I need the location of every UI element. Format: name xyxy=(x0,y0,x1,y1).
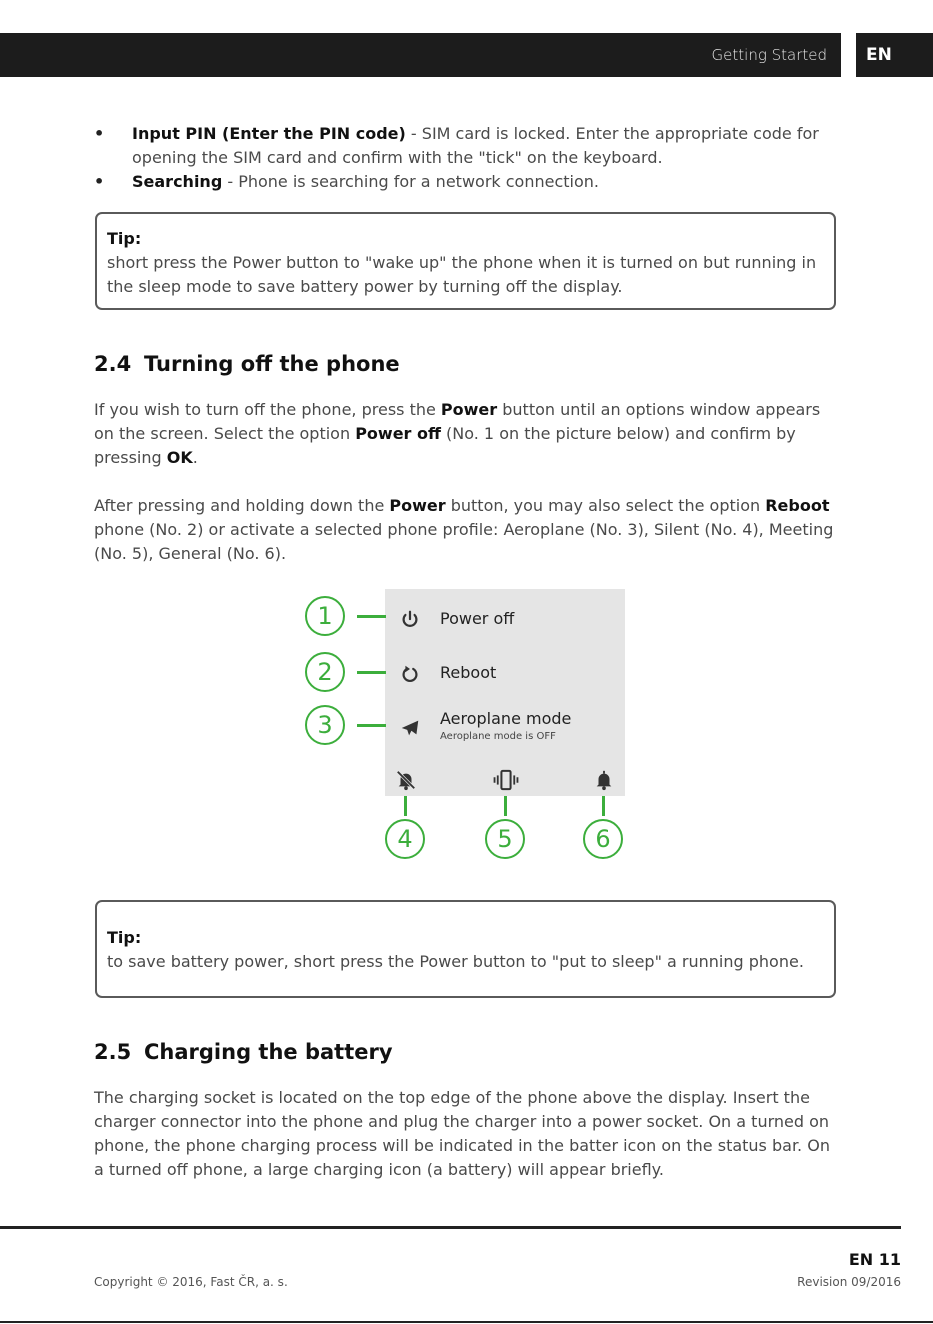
paragraph xyxy=(94,398,838,470)
header-bar xyxy=(0,33,841,77)
menu-item-label: Power off xyxy=(440,609,515,628)
list-item xyxy=(94,170,834,194)
status-bullet-list xyxy=(94,122,834,194)
callout-connector xyxy=(357,615,386,618)
text: (No. 1 on the picture below) and confirm by pressing xyxy=(94,424,796,467)
bold-term: OK xyxy=(166,448,193,467)
bullet-text: - Phone is searching for a network connection. xyxy=(222,172,599,191)
bullet-dot-icon: • xyxy=(94,172,105,191)
tip-title: Tip: xyxy=(107,928,142,947)
callout-connector xyxy=(602,796,605,816)
section-heading xyxy=(94,352,400,376)
callout-number: 1 xyxy=(305,596,345,636)
copyright-text: Copyright © 2016, Fast ČR, a. s. xyxy=(94,1275,288,1289)
bullet-term: Searching xyxy=(132,172,223,191)
callout-number: 3 xyxy=(305,705,345,745)
text: . xyxy=(192,448,198,467)
menu-item-label: Reboot xyxy=(440,663,497,682)
callout-connector xyxy=(404,796,407,816)
bullet-dot-icon: • xyxy=(94,124,105,143)
callout-number: 4 xyxy=(385,819,425,859)
bold-term: Power off xyxy=(355,424,441,443)
section-number: 2.5 xyxy=(94,1040,132,1064)
tip-title: Tip: xyxy=(107,229,142,248)
callout-number: 6 xyxy=(583,819,623,859)
bold-term: Power xyxy=(440,400,498,419)
bell-icon[interactable] xyxy=(593,769,615,791)
section-title: Turning off the phone xyxy=(144,352,400,376)
footer-divider xyxy=(0,1226,901,1229)
section-heading xyxy=(94,1040,393,1064)
text: button until an options window appears on the screen. Select the option xyxy=(94,400,821,443)
header-title: Getting Started xyxy=(711,46,827,64)
reboot-icon xyxy=(399,663,421,685)
tip-box xyxy=(95,900,836,998)
airplane-icon xyxy=(399,717,421,739)
menu-item-aeroplane-mode[interactable] xyxy=(385,707,625,755)
callout-connector xyxy=(357,724,386,727)
tip-text: short press the Power button to "wake up" the phone when it is turned on but running in the sleep mode to save battery power by turning off the display. xyxy=(107,253,817,296)
tip-box xyxy=(95,212,836,310)
callout-connector xyxy=(357,671,386,674)
section-title: Charging the battery xyxy=(144,1040,393,1064)
bold-term: Reboot xyxy=(765,496,830,515)
callout-number: 2 xyxy=(305,652,345,692)
revision-text: Revision 09/2016 xyxy=(797,1275,901,1289)
bullet-term: Input PIN (Enter the PIN code) xyxy=(132,124,406,143)
text: phone (No. 2) or activate a selected phone profile: Aeroplane (No. 3), Silent (No. 4), Meeting (No. 5), General (No. 6). xyxy=(94,520,834,563)
tip-text: to save battery power, short press the Power button to "put to sleep" a running phone. xyxy=(107,952,804,971)
text: button, you may also select the option xyxy=(445,496,766,515)
menu-item-power-off[interactable] xyxy=(385,601,625,641)
text: If you wish to turn off the phone, press the xyxy=(94,400,441,419)
section-number: 2.4 xyxy=(94,352,132,376)
power-icon xyxy=(399,609,421,631)
language-badge: EN xyxy=(856,33,933,77)
menu-item-sublabel: Aeroplane mode is OFF xyxy=(440,731,556,742)
paragraph: The charging socket is located on the top edge of the phone above the display. Insert the charger connector into the phone and plug the charger into a power socket. On a turned on phone, the phone charging process will be indicated in the batter icon on the status bar. On a turned off phone, a large charging icon (a battery) will appear briefly. xyxy=(94,1088,830,1179)
list-item xyxy=(94,122,834,170)
bottom-divider xyxy=(0,1321,933,1323)
silent-icon[interactable] xyxy=(395,769,417,791)
callout-connector xyxy=(504,796,507,816)
callout-number: 5 xyxy=(485,819,525,859)
text: After pressing and holding down the xyxy=(94,496,390,515)
page-number: EN 11 xyxy=(848,1250,901,1269)
bullet-text: - SIM card is locked. Enter the appropriate code for opening the SIM card and confirm with the "tick" on the keyboard. xyxy=(132,124,819,167)
vibrate-icon[interactable] xyxy=(493,769,519,791)
paragraph xyxy=(94,494,838,566)
menu-item-reboot[interactable] xyxy=(385,655,625,695)
bold-term: Power xyxy=(389,496,446,515)
phone-options-menu xyxy=(385,589,625,796)
menu-item-label: Aeroplane mode xyxy=(440,709,572,728)
